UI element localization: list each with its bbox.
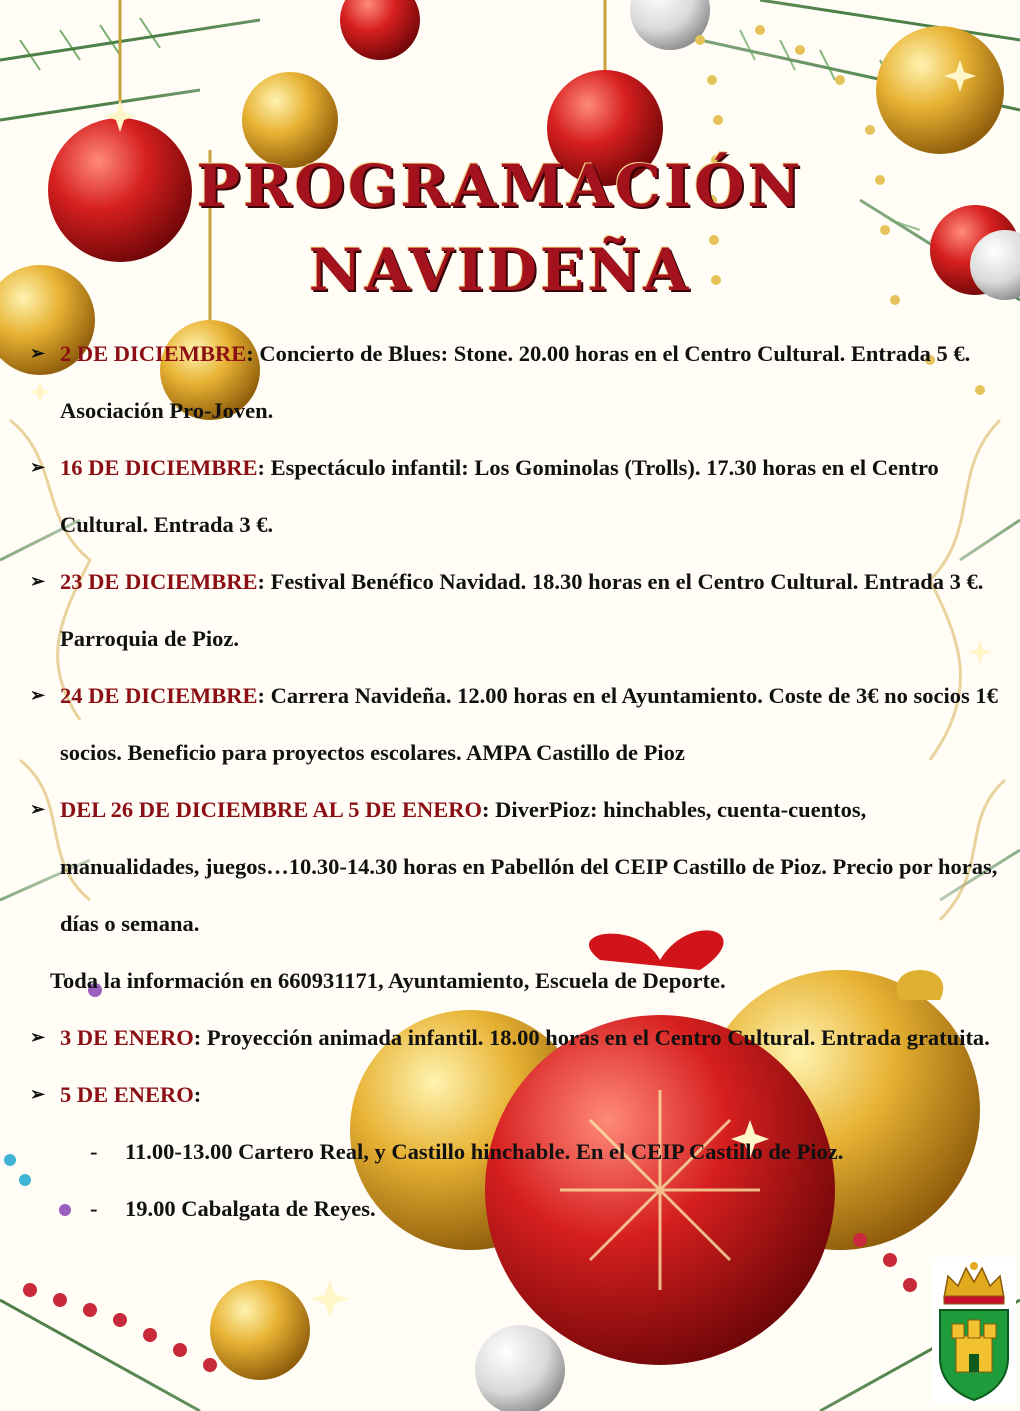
event-date: 3 DE ENERO xyxy=(60,1025,194,1050)
event-date: 24 DE DICIEMBRE xyxy=(60,683,258,708)
event-description: : Concierto de Blues: Stone. 20.00 horas en el Centro Cultural. Entrada 5 €. Asociación Pro-Joven. xyxy=(60,341,971,423)
event-item xyxy=(30,439,1005,553)
bullet-arrow-icon: ➢ xyxy=(30,799,46,819)
sub-item xyxy=(30,1123,1005,1180)
event-list xyxy=(30,325,1005,1237)
municipal-coat-of-arms xyxy=(932,1258,1016,1404)
sub-item-text: 19.00 Cabalgata de Reyes. xyxy=(125,1196,376,1221)
event-date: 5 DE ENERO xyxy=(60,1082,194,1107)
bullet-arrow-icon: ➢ xyxy=(30,1027,46,1047)
event-item xyxy=(30,1009,1005,1066)
contact-info: Toda la información en 660931171, Ayuntamiento, Escuela de Deporte. xyxy=(50,968,726,993)
event-item xyxy=(30,781,1005,952)
event-date: 16 DE DICIEMBRE xyxy=(60,455,258,480)
event-description: : Festival Benéfico Navidad. 18.30 horas en el Centro Cultural. Entrada 3 €. Parroquia de Pioz. xyxy=(60,569,984,651)
event-item xyxy=(30,667,1005,781)
bullet-arrow-icon: ➢ xyxy=(30,343,46,363)
event-description: : xyxy=(193,1082,202,1107)
event-item xyxy=(30,1066,1005,1123)
bullet-arrow-icon: ➢ xyxy=(30,457,46,477)
event-description: : Proyección animada infantil. 18.00 horas en el Centro Cultural. Entrada gratuita. xyxy=(193,1025,990,1050)
dash-marker: - xyxy=(90,1196,98,1221)
bullet-arrow-icon: ➢ xyxy=(30,1084,46,1104)
dash-marker: - xyxy=(90,1139,98,1164)
event-description: : Espectáculo infantil: Los Gominolas (Trolls). 17.30 horas en el Centro Cultural. Entrada 3 €. xyxy=(60,455,939,537)
event-description: : DiverPioz: hinchables, cuenta-cuentos, manualidades, juegos…10.30-14.30 horas en Pabellón del CEIP Castillo de Pioz. Precio por horas, días o semana. xyxy=(60,797,998,936)
page-title-line2: NAVIDEÑA xyxy=(308,236,692,304)
bullet-arrow-icon: ➢ xyxy=(30,571,46,591)
page-title-line1: PROGRAMACIÓN xyxy=(196,152,804,220)
event-date: DEL 26 DE DICIEMBRE AL 5 DE ENERO xyxy=(60,797,482,822)
event-item xyxy=(30,553,1005,667)
event-description: : Carrera Navideña. 12.00 horas en el Ayuntamiento. Coste de 3€ no socios 1€ socios. Beneficio para proyectos escolares. AMPA Castillo de Pioz xyxy=(60,683,998,765)
event-date: 23 DE DICIEMBRE xyxy=(60,569,258,594)
event-date: 2 DE DICIEMBRE xyxy=(60,341,247,366)
sub-item xyxy=(30,1180,1005,1237)
bullet-arrow-icon: ➢ xyxy=(30,685,46,705)
event-item xyxy=(30,325,1005,439)
sub-item-text: 11.00-13.00 Cartero Real, y Castillo hinchable. En el CEIP Castillo de Pioz. xyxy=(125,1139,844,1164)
